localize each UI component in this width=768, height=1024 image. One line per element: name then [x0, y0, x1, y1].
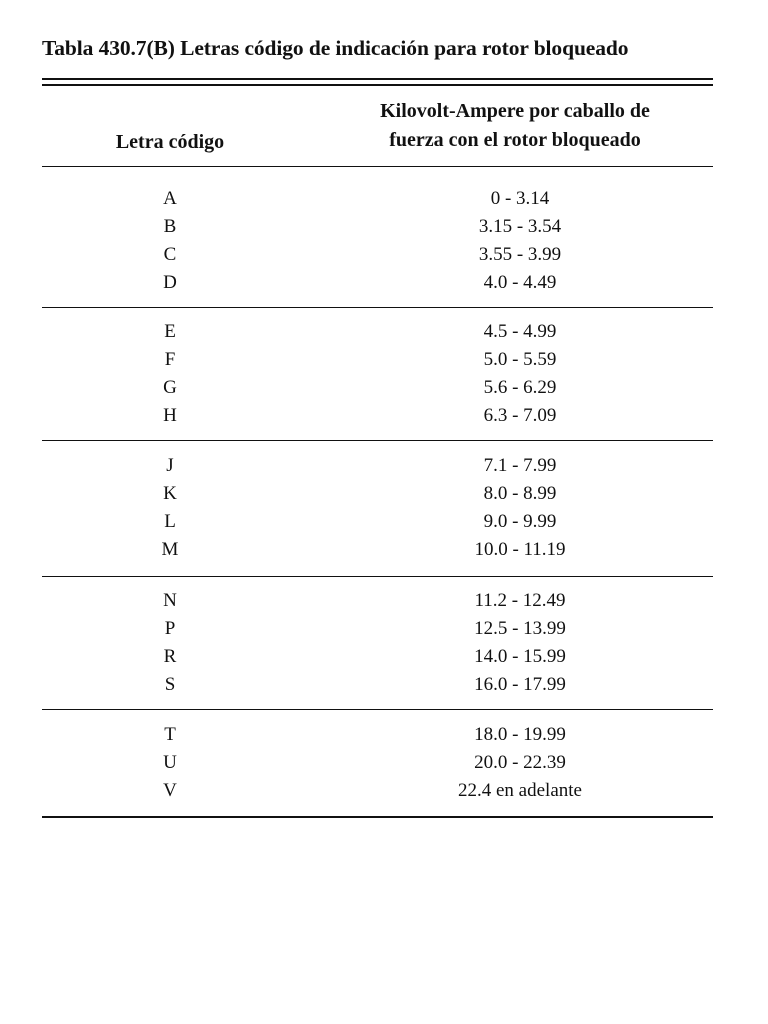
cell-kva-range: 18.0 - 19.99 — [474, 724, 566, 745]
header-kva-line-2: fuerza con el rotor bloqueado — [389, 129, 641, 151]
cell-letter-code: V — [163, 780, 177, 801]
cell-letter-code: M — [161, 539, 179, 560]
group-separator-rule — [42, 440, 713, 441]
cell-kva-range: 9.0 - 9.99 — [483, 511, 557, 532]
cell-kva-range: 22.4 en adelante — [458, 780, 582, 801]
cell-letter-code: P — [164, 618, 176, 639]
header-kva-per-hp — [330, 97, 700, 155]
cell-kva-range: 0 - 3.14 — [490, 188, 550, 209]
cell-kva-range: 4.0 - 4.49 — [483, 272, 557, 293]
bottom-rule — [42, 816, 713, 818]
cell-letter-code: U — [163, 752, 177, 773]
group-separator-rule — [42, 307, 713, 308]
cell-letter-code: E — [164, 321, 176, 342]
cell-kva-range: 14.0 - 15.99 — [474, 646, 566, 667]
cell-kva-range: 5.6 - 6.29 — [483, 377, 557, 398]
cell-kva-range: 12.5 - 13.99 — [474, 618, 566, 639]
cell-letter-code: F — [164, 349, 176, 370]
cell-letter-code: B — [163, 216, 177, 237]
cell-kva-range: 20.0 - 22.39 — [474, 752, 566, 773]
table-caption: Tabla 430.7(B) Letras código de indicación para rotor bloqueado — [42, 36, 629, 60]
cell-letter-code: G — [163, 377, 177, 398]
group-separator-rule — [42, 576, 713, 577]
cell-kva-range: 5.0 - 5.59 — [483, 349, 557, 370]
header-kva-line-1: Kilovolt-Ampere por caballo de — [380, 100, 650, 122]
cell-letter-code: T — [164, 724, 176, 745]
cell-kva-range: 10.0 - 11.19 — [474, 539, 566, 560]
cell-letter-code: J — [166, 455, 174, 476]
cell-kva-range: 16.0 - 17.99 — [474, 674, 566, 695]
cell-kva-range: 11.2 - 12.49 — [474, 590, 566, 611]
cell-kva-range: 3.55 - 3.99 — [478, 244, 562, 265]
cell-letter-code: R — [163, 646, 177, 667]
cell-kva-range: 4.5 - 4.99 — [483, 321, 557, 342]
cell-letter-code: A — [163, 188, 177, 209]
cell-letter-code: D — [163, 272, 177, 293]
cell-kva-range: 6.3 - 7.09 — [483, 405, 557, 426]
cell-letter-code: L — [164, 511, 176, 532]
cell-letter-code: K — [163, 483, 177, 504]
cell-kva-range: 3.15 - 3.54 — [478, 216, 562, 237]
group-separator-rule — [42, 709, 713, 710]
cell-letter-code: S — [164, 674, 176, 695]
header-letter-code: Letra código — [115, 131, 225, 153]
cell-letter-code: H — [163, 405, 177, 426]
cell-kva-range: 8.0 - 8.99 — [483, 483, 557, 504]
cell-letter-code: C — [163, 244, 177, 265]
top-double-rule — [42, 78, 713, 86]
header-rule — [42, 166, 713, 167]
cell-letter-code: N — [163, 590, 177, 611]
cell-kva-range: 7.1 - 7.99 — [483, 455, 557, 476]
